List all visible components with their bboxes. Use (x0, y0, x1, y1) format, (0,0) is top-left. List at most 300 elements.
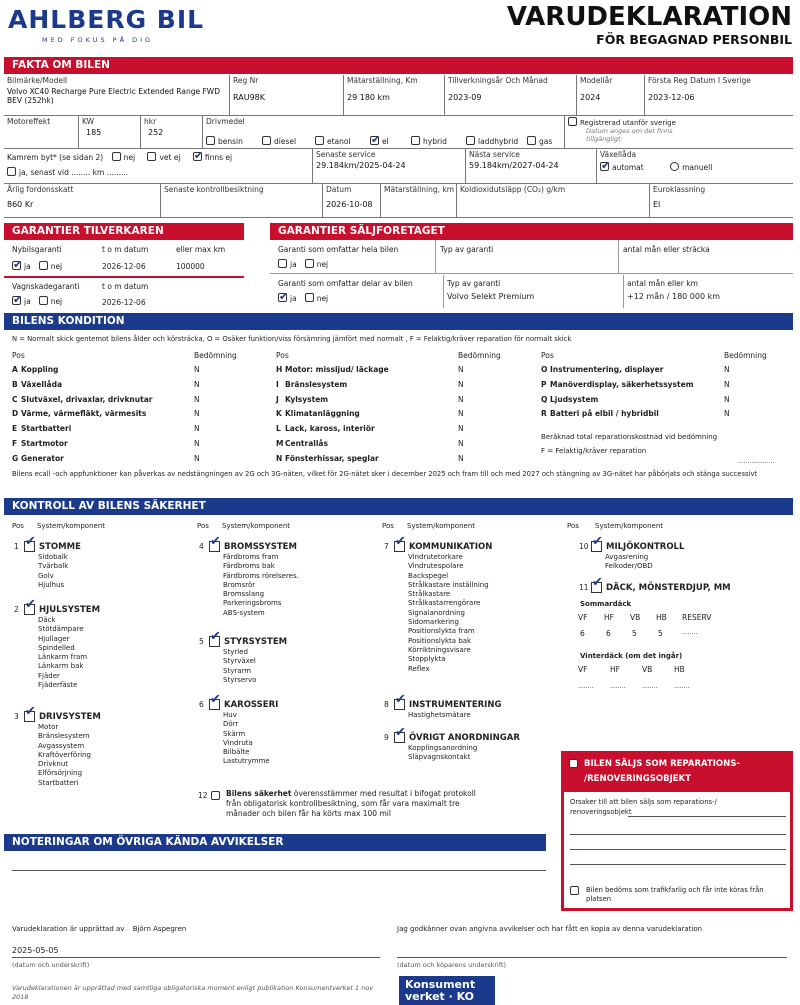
salj-typ-label: Typ av garanti (440, 245, 494, 254)
euro-cell (649, 184, 793, 218)
kamrem-finnsej-checkbox[interactable] (193, 152, 202, 161)
forsta-value: 2023-12-06 (648, 93, 695, 102)
group-item: Styrservo (223, 675, 257, 684)
kond-row: D Värme, värmefläkt, värmesits N (12, 409, 200, 419)
kamrem-ja-checkbox[interactable] (7, 167, 16, 176)
group-checkbox-checked[interactable] (394, 541, 405, 552)
publ-text: Varudeklarationen är upprättad med samtliga obligatoriska moment enligt publikation Konsumentverket 1 nov 2018 (12, 984, 374, 1001)
kamrem-label: Kamrem byt* (se sidan 2) (7, 153, 104, 162)
kond-bed-1: Bedömning (194, 351, 237, 360)
kontroll-cell (160, 184, 322, 218)
kamrem-finnsej: finns ej (204, 153, 233, 162)
nybil-ja-checkbox[interactable] (12, 261, 21, 270)
group-item: Hjulhus (38, 580, 65, 589)
skatt-value: 860 Kr (7, 200, 34, 209)
salj-hela-ja: ja (290, 260, 297, 269)
group-item: Bränslesystem (38, 732, 90, 741)
group-item: Färdbroms rörelseres. (223, 571, 299, 580)
utanfor-cell (564, 116, 793, 149)
kontroll-group-2 (14, 604, 101, 690)
nybil-nej: nej (50, 262, 63, 271)
group-checkbox-checked[interactable] (209, 541, 220, 552)
doc-title (507, 2, 792, 47)
godkanner-text: Jag godkänner ovan angivna avvikelser och har fått en kopia av denna varudeklaration (397, 925, 703, 933)
group-title: STYRSYSTEM (224, 637, 288, 647)
group-title: DRIVSYSTEM (39, 712, 101, 722)
group-item: Signalanordning (408, 608, 465, 617)
group-item: Sidobalk (38, 553, 68, 561)
section-kondition: BILENS KONDITION (4, 313, 793, 330)
kond-row: H Motor: missljud/ läckage N (276, 365, 464, 374)
salj-delar-nej-checkbox[interactable] (305, 293, 314, 302)
logo-tagline: MED FOKUS PÅ DIG (42, 36, 154, 44)
matar-value: 29 180 km (347, 93, 390, 102)
kond-row: E Startbatteri N (12, 424, 200, 434)
upprattad-label (12, 925, 186, 933)
euro-label: Euroklassning (653, 185, 706, 194)
group-item: Felkoder/OBD (605, 562, 653, 571)
group-item: Strålkastare inställning (408, 580, 489, 589)
group-item: Dörr (223, 720, 239, 729)
driv-el[interactable] (370, 136, 389, 146)
group-number: 4 (199, 542, 204, 551)
kond-row: I Bränslesystem N (276, 379, 464, 389)
vinter-label: Vinterdäck (om det ingår) (580, 652, 683, 660)
group-number: 8 (384, 700, 389, 709)
kw-cell (78, 116, 140, 149)
kamrem-nej: nej (123, 153, 136, 162)
datum-anges: Datum anges om det finns tillgängligt: (586, 127, 673, 143)
kond-row: K Klimatanläggning N (276, 409, 464, 419)
brand-logo (8, 6, 224, 46)
skatt-cell (4, 184, 160, 218)
kond-row: G Generator N (12, 453, 200, 463)
group-item: Backspegel (408, 571, 449, 580)
vaxel-automat-checkbox[interactable] (600, 162, 609, 171)
ktrl-pos-3: Pos (382, 522, 394, 530)
nybil-datum: 2026-12-06 (102, 262, 146, 271)
driv-bensin-label: bensin (218, 137, 243, 146)
checkbox[interactable] (527, 136, 536, 145)
kontroll-group-8 (384, 699, 502, 720)
item12-checkbox[interactable] (211, 791, 220, 800)
utanfor-checkbox[interactable] (568, 117, 577, 126)
group-checkbox-checked[interactable] (394, 699, 405, 710)
nybil-km: 100000 (176, 262, 205, 271)
forsta-cell (644, 75, 793, 116)
hk-value: 252 (148, 128, 164, 137)
salj-antal-label: antal mån eller sträcka (623, 245, 710, 254)
group-title: STOMME (39, 542, 81, 552)
group-item: Strålkastare (408, 590, 451, 599)
sommar-label: Sommardäck (580, 600, 632, 608)
group-item: Färdbroms bak (223, 562, 275, 571)
reparation-checkbox[interactable] (569, 759, 578, 768)
group-item: Avgasrening (605, 553, 649, 561)
vagn-block (4, 278, 244, 312)
kond-row: F Startmotor N (12, 438, 200, 448)
kv-logo-text: Konsument verket · KO (405, 978, 476, 1003)
group-number: 1 (14, 542, 19, 551)
bilmarke-label: Bilmärke/Modell (7, 76, 68, 85)
group-item: Drivknut (38, 760, 69, 769)
driv-hybrid-label: hybrid (423, 137, 447, 146)
group-item: Kraftöverföring (38, 750, 91, 759)
datum-value: 2026-10-08 (326, 200, 373, 209)
modellar-cell (576, 75, 644, 116)
group-title: DÄCK, MÖNSTERDJUP, MM (606, 583, 731, 593)
group-title: KOMMUNIKATION (409, 542, 493, 552)
driv-gas[interactable] (527, 136, 552, 146)
kontroll-group-6 (199, 699, 279, 767)
kond-col3 (541, 363, 771, 422)
logo-text: AHLBERG BIL (8, 5, 205, 34)
checkbox[interactable] (206, 136, 215, 145)
group-item: Styrväxel (223, 657, 256, 666)
group-item: Länkarm bak (38, 662, 84, 671)
group-checkbox-checked[interactable] (209, 699, 220, 710)
co2-cell (456, 184, 649, 218)
kw-value: 185 (86, 128, 102, 137)
noteringar-line (12, 870, 546, 871)
group-checkbox-checked[interactable] (209, 636, 220, 647)
group-number: 11 (579, 583, 589, 592)
section-kontroll: KONTROLL AV BILENS SÄKERHET (4, 498, 793, 515)
section-noteringar: NOTERINGAR OM ÖVRIGA KÄNDA AVVIKELSER (4, 834, 546, 851)
tillv-label: Tillverkningsår Och Månad (448, 76, 548, 85)
group-item: Startbatteri (38, 778, 79, 787)
kond-pos-1: Pos (12, 351, 25, 360)
group-checkbox-checked[interactable] (591, 541, 602, 552)
kontroll-group-7 (384, 541, 493, 674)
group-checkbox-checked[interactable] (24, 604, 35, 615)
nybil-tom-label: t o m datum (102, 245, 149, 254)
group-item: Hjullager (38, 634, 70, 643)
group-item: Strålkastarrengörare (408, 599, 481, 608)
datum-sign: (datum och underskrift) (12, 961, 90, 969)
driv-laddhybrid-label: laddhybrid (478, 137, 519, 146)
motor-label: Motoreffekt (7, 117, 51, 126)
group-title: INSTRUMENTERING (409, 700, 502, 710)
group-item: Golv (38, 571, 54, 580)
regnr-cell (229, 75, 343, 116)
kontroll-group-11 (579, 582, 731, 594)
group-item: Huv (223, 711, 237, 719)
orsak-label: Orsaker till att bilen säljs som reparations-/ renoveringsobjekt (570, 798, 717, 816)
group-item: Stopplykta (408, 655, 446, 664)
ktrl-sys-1: System/komponent (37, 522, 106, 530)
group-item: Däck (38, 616, 56, 624)
group-item: Fjäderfäste (38, 681, 78, 690)
nybil-ja: ja (24, 262, 31, 271)
group-number: 7 (384, 542, 389, 551)
kamrem-cell (4, 149, 312, 184)
salj-hela-nej-checkbox[interactable] (305, 259, 314, 268)
group-item: Länkarm fram (38, 653, 88, 662)
reparation-title: BILEN SÄLJS SOM REPARATIONS- /RENOVERINGSOBJEKT (584, 759, 740, 784)
nybil-nej-checkbox[interactable] (39, 261, 48, 270)
group-item: Positionslykta bak (408, 636, 472, 645)
group-item: Bromsrör (223, 580, 256, 589)
salj-typ2-label: Typ av garanti (447, 279, 501, 288)
kond-row: A Koppling N (12, 365, 200, 374)
group-number: 3 (14, 712, 19, 721)
salj-delar-ja: ja (290, 294, 297, 303)
item12-number: 12 (198, 791, 208, 800)
group-checkbox-checked[interactable] (591, 582, 602, 593)
reparation-header (564, 754, 790, 792)
group-checkbox-checked[interactable] (24, 541, 35, 552)
hk-label: hkr (144, 117, 157, 126)
vagn-label: Vagnskadegaranti (12, 282, 80, 291)
kop-sign: (datum och köparens underskrift) (397, 961, 507, 969)
group-title: ÖVRIGT ANORDNINGAR (409, 733, 520, 743)
group-item: Positionslykta fram (408, 627, 475, 636)
checkbox[interactable] (315, 136, 324, 145)
vagn-ja: ja (24, 297, 31, 306)
footer-date: 2025-05-05 (12, 946, 59, 955)
group-item: Kopplingsanordning (408, 744, 478, 752)
tillv-cell (444, 75, 576, 116)
salj-delar-ja-checkbox[interactable] (278, 293, 287, 302)
skatt-label: Årlig fordonsskatt (7, 185, 74, 194)
reparation-box (561, 751, 793, 911)
besiktning-item (198, 789, 488, 819)
regnr-value: RAU98K (233, 93, 265, 102)
ktrl-pos-1: Pos (12, 522, 24, 530)
kond-bed-2: Bedömning (458, 351, 501, 360)
kond-col1 (12, 363, 232, 467)
kond-row: J Kylsystem N (276, 394, 464, 404)
modellar-value: 2024 (580, 93, 601, 102)
group-number: 2 (14, 605, 19, 614)
checkbox[interactable] (411, 136, 420, 145)
besiktning-bold: Bilens säkerhet (226, 789, 292, 798)
kond-row: R Batteri på elbil / hybridbil N (541, 409, 730, 419)
farlig-checkbox[interactable] (570, 886, 579, 895)
group-checkbox-checked[interactable] (394, 732, 405, 743)
kamrem-ja: ja, senast vid ........ km ......... (19, 168, 129, 177)
ktrl-sys-3: System/komponent (407, 522, 476, 530)
group-checkbox-checked[interactable] (24, 711, 35, 722)
group-number: 6 (199, 700, 204, 709)
kamrem-nej-checkbox[interactable] (112, 152, 121, 161)
group-item: Parkeringsbroms (223, 599, 282, 608)
ktrl-pos-2: Pos (197, 522, 209, 530)
ecall-note: Bilens ecall -och appfunktioner kan påverkas av nedstängningen av 2G och 3G-näten, vilket för 2G-nätet sker i december 2025 och fram till och med 2027 och stängning av 3G-nätet har påbörjats och stänga successivt (12, 470, 758, 478)
vaxellada-label: Växellåda (600, 150, 637, 159)
salj-hela-nej: nej (316, 260, 329, 269)
salj-delar-block (270, 275, 793, 308)
group-title: BROMSSYSTEM (224, 542, 297, 552)
driv-diesel-label: diesel (274, 137, 297, 146)
kondition-legend: N = Normalt skick gentemot bilens ålder och körsträcka, O = Osäker funktion/viss försämring jämfört med normalt , F = Felaktig/kräver reparation för normalt skick (12, 335, 572, 343)
motor-cell (4, 116, 78, 149)
group-title: KAROSSERI (224, 700, 279, 710)
beraknad-dots: ................... (738, 458, 775, 465)
co2-label: Koldioxidutsläpp (CO₂) g/km (460, 185, 566, 194)
group-item: Bilbälte (223, 748, 250, 757)
checkbox-checked[interactable] (370, 136, 379, 145)
group-item: Färdbroms fram (223, 553, 279, 561)
matar-label: Mätarställning, Km (347, 76, 418, 85)
checkbox[interactable] (466, 136, 475, 145)
konsumentverket-logo (399, 976, 495, 1005)
tillv-value: 2023-09 (448, 93, 482, 102)
kond-row: L Lack, kaross, interiör N (276, 424, 464, 434)
group-item: Vindrutespolare (408, 562, 464, 571)
salj-delar-nej: nej (316, 294, 329, 303)
besiktning-text: överensstämmer med resultat i bifogat protokoll från obligatorisk kontrollbesiktning, som får vara maximalt tre månader och bilen får ha körts max 100 mil (226, 789, 476, 818)
vaxel-automat: automat (612, 163, 644, 172)
salj-delar-label: Garanti som omfattar delar av bilen (278, 279, 413, 288)
doc-title-line2: FÖR BEGAGNAD PERSONBIL (596, 32, 792, 47)
group-item: Hastighetsmätare (408, 711, 471, 719)
driv-label: Drivmedel (206, 117, 245, 126)
upprattad-text: Varudeklaration är upprättad av (12, 925, 125, 933)
driv-hybrid[interactable] (411, 136, 447, 146)
kw-label: KW (82, 117, 95, 126)
group-item: Vindruta (223, 738, 253, 747)
group-item: Styrled (223, 648, 248, 656)
vagn-tom-label: t o m datum (102, 282, 149, 291)
matar-cell (343, 75, 444, 116)
euro-value: El (653, 200, 661, 209)
driv-etanol[interactable] (315, 136, 351, 146)
driv-bensin[interactable] (206, 136, 243, 146)
group-item: Sidomarkering (408, 618, 459, 627)
kontroll-group-4 (199, 541, 299, 618)
driv-gas-label: gas (539, 137, 553, 146)
nybil-block (4, 240, 244, 278)
kond-bed-3: Bedömning (724, 351, 767, 360)
kontroll-group-5 (199, 636, 288, 685)
senaste-service-value: 29.184km/2025-04-24 (316, 161, 406, 170)
salj-antal2-value: +12 mån / 180 000 km (627, 292, 721, 301)
senaste-service-cell (312, 149, 465, 184)
farlig-label: Bilen bedöms som trafikfarlig och får inte köras från platsen (586, 886, 764, 903)
group-item: Lastutrymme (223, 757, 270, 766)
driv-etanol-label: etanol (327, 137, 351, 146)
group-item: Elförsörjning (38, 769, 83, 778)
group-item: Släpvagnskontakt (408, 753, 471, 762)
vaxellada-cell (596, 149, 793, 184)
group-item: Spindelled (38, 643, 75, 652)
ktrl-sys-2: System/komponent (222, 522, 291, 530)
kontroll-group-1 (14, 541, 81, 590)
group-number: 9 (384, 733, 389, 742)
group-number: 10 (579, 542, 589, 551)
section-fakta: FAKTA OM BILEN (4, 57, 793, 74)
group-item: Fjäder (38, 671, 60, 680)
group-item: Styrarm (223, 666, 252, 675)
utanfor-label: Registrerad utanför sverige (580, 119, 676, 127)
group-item: Tvärbalk (38, 562, 69, 571)
nybil-eller-label: eller max km (176, 245, 226, 254)
salj-antal2-label: antal mån eller km (627, 279, 698, 288)
kond-row: P Manöverdisplay, säkerhetssystem N (541, 379, 730, 389)
kontroll-label: Senaste kontrollbesiktning (164, 185, 264, 194)
modellar-label: Modellår (580, 76, 613, 85)
beraknad-text: Beräknad total reparationskostnad vid bedömning (541, 433, 718, 441)
nasta-service-value: 59.184km/2027-04-24 (469, 161, 559, 170)
senaste-service-label: Senaste service (316, 150, 376, 159)
nasta-service-cell (465, 149, 596, 184)
driv-el-label: el (382, 137, 389, 146)
kond-pos-2: Pos (276, 351, 289, 360)
kontroll-group-3 (14, 711, 101, 788)
group-item: Stötdämpare (38, 625, 84, 634)
checkbox[interactable] (262, 136, 271, 145)
group-item: Körriktningsvisare (408, 645, 471, 654)
ktrl-sys-4: System/komponent (595, 522, 664, 530)
section-garanti-tillv: GARANTIER TILVERKAREN (4, 223, 244, 240)
group-title: HJULSYSTEM (39, 605, 101, 615)
kamrem-vetej-checkbox[interactable] (147, 152, 156, 161)
driv-diesel[interactable] (262, 136, 296, 146)
kamrem-vetej: vet ej (159, 153, 181, 162)
group-item: Bromsslang (223, 590, 265, 599)
group-title: MILJÖKONTROLL (606, 542, 685, 552)
vagn-nej-checkbox[interactable] (39, 296, 48, 305)
kond-row: O Instrumentering, displayer N (541, 365, 730, 374)
forsta-label: Första Reg Datum I Sverige (648, 76, 751, 85)
group-item: Motor (38, 723, 59, 731)
bilmarke-value: Volvo XC40 Recharge Pure Electric Extended Range FWD BEV (252hk) (7, 87, 220, 105)
upprattad-name: Björn Aspegren (132, 925, 187, 933)
kond-row: B Växellåda N (12, 379, 200, 389)
vagn-nej: nej (50, 297, 63, 306)
nasta-service-label: Nästa service (469, 150, 520, 159)
matar2-label: Mätarställning, km (384, 185, 455, 194)
kond-row: Q Ljudsystem N (541, 394, 730, 404)
salj-typ2-value: Volvo Selekt Premium (447, 292, 535, 301)
vagn-ja-checkbox[interactable] (12, 296, 21, 305)
group-item: Skärm (223, 729, 246, 738)
ktrl-pos-4: Pos (567, 522, 579, 530)
nybil-label: Nybilsgaranti (12, 245, 62, 254)
salj-hela-label: Garanti som omfattar hela bilen (278, 245, 399, 254)
kond-pos-3: Pos (541, 351, 554, 360)
group-number: 5 (199, 637, 204, 646)
f-text: F = Felaktig/kräver reparation (541, 447, 647, 455)
bilmarke-cell (4, 75, 229, 116)
datum-cell (322, 184, 380, 218)
driv-laddhybrid[interactable] (466, 136, 518, 146)
matar2-cell (380, 184, 456, 218)
kond-row: C Slutväxel, drivaxlar, drivknutar N (12, 394, 200, 404)
vaxel-manuell-checkbox[interactable] (670, 162, 679, 171)
kond-col2 (276, 363, 496, 467)
kontroll-group-10 (579, 541, 685, 572)
doc-title-line1: VARUDEKLARATION (506, 2, 792, 32)
salj-hela-block (270, 240, 793, 274)
kontroll-group-9 (384, 732, 520, 763)
vagn-datum: 2026-12-06 (102, 298, 146, 307)
hk-cell (140, 116, 202, 149)
datum-label: Datum (326, 185, 352, 194)
group-item: ABS-system (223, 608, 265, 617)
group-item: Avgassystem (38, 741, 85, 750)
kond-row: N Fönsterhissar, speglar N (276, 453, 464, 463)
section-garanti-salj: GARANTIER SÄLJFORETAGET (270, 223, 793, 240)
vaxel-manuell: manuell (682, 163, 713, 172)
regnr-label: Reg Nr (233, 76, 259, 85)
group-item: Reflex (408, 664, 430, 673)
kond-row: M Centrallås N (276, 438, 464, 448)
salj-hela-ja-checkbox[interactable] (278, 259, 287, 268)
group-item: Vindrutetorkare (408, 553, 463, 561)
